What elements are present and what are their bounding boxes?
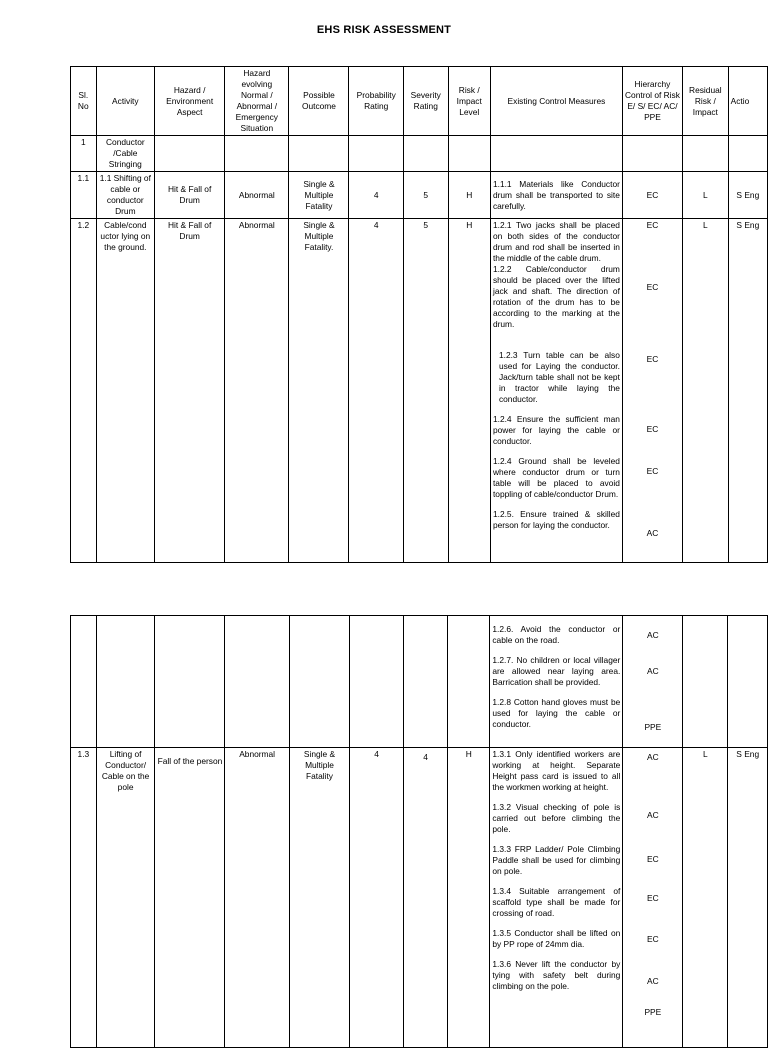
- hierarchy-value: PPE: [644, 1007, 662, 1017]
- action-cell: S Eng: [728, 172, 767, 219]
- header-hazard: Hazard / Environment Aspect: [155, 67, 225, 136]
- control-measure: 1.2.1 Two jacks shall be placed on both sides of the conductor drum and rod shall be inserted in the middle of the cable drum.: [492, 220, 620, 263]
- hierarchy-value: AC: [647, 752, 659, 762]
- risk-level-cell: H: [448, 219, 490, 563]
- table-row: [71, 748, 768, 1048]
- risk-assessment-table: [70, 66, 768, 563]
- control-measure: 1.2.6. Avoid the conductor or cable on the road.: [492, 624, 621, 645]
- table-row: [71, 219, 768, 563]
- hierarchy-value: EC: [646, 220, 659, 230]
- control-measures-cell: [490, 748, 623, 1048]
- header-outcome: Possible Outcome: [289, 67, 349, 136]
- header-residual: Residual Risk / Impact: [683, 67, 729, 136]
- hierarchy-value: EC: [646, 282, 659, 292]
- header-sl-no: Sl. No: [71, 67, 97, 136]
- hierarchy-value: AC: [647, 976, 659, 986]
- activity-cell: 1.1 Shifting of cable or conductor Drum: [96, 172, 154, 219]
- hierarchy-cell: EC: [622, 172, 682, 219]
- control-measure: 1.3.5 Conductor shall be lifted on by PP rope of 24mm dia.: [492, 928, 621, 949]
- header-row: [71, 67, 768, 136]
- control-measure: 1.3.6 Never lift the conductor by tying with safety belt during climbing on the pole.: [492, 959, 621, 991]
- header-severity: Severity Rating: [403, 67, 448, 136]
- situation-cell: Abnormal: [225, 172, 289, 219]
- control-measure: 1.2.5. Ensure trained & skilled person for laying the conductor.: [492, 509, 620, 530]
- header-risk-level: Risk / Impact Level: [448, 67, 490, 136]
- control-measure: 1.2.7. No children or local villager are allowed near laying area. Barrication shall be provided.: [492, 655, 621, 687]
- residual-risk-cell: L: [683, 172, 729, 219]
- hierarchy-cell: [622, 219, 682, 563]
- hierarchy-value: EC: [647, 854, 659, 864]
- probability-cell: 4: [349, 219, 404, 563]
- header-situation: Hazard evolving Normal / Abnormal / Emergency Situation: [225, 67, 289, 136]
- sl-no-cell: 1: [71, 136, 97, 172]
- risk-level-cell: H: [448, 748, 490, 1048]
- activity-cell: Cable/cond uctor lying on the ground.: [96, 219, 154, 563]
- severity-cell: 4: [404, 748, 448, 1048]
- sl-no-cell: 1.2: [71, 219, 97, 563]
- control-measure-cell: 1.1.1 Materials like Conductor drum shall be transported to site carefully.: [490, 172, 622, 219]
- header-activity: Activity: [96, 67, 154, 136]
- sl-no-cell: 1.3: [71, 748, 97, 1048]
- action-cell: S Eng: [728, 219, 767, 563]
- probability-cell: 4: [350, 748, 404, 1048]
- control-measure: 1.2.4 Ground shall be leveled where conductor drum or turn table will be placed to avoid toppling of cable/conductor Drum.: [492, 456, 620, 499]
- header-hierarchy: Hierarchy Control of Risk E/ S/ EC/ AC/ PPE: [622, 67, 682, 136]
- outcome-cell: Single & Multiple Fatality.: [289, 219, 349, 563]
- risk-level-cell: H: [448, 172, 490, 219]
- residual-risk-cell: L: [683, 748, 728, 1048]
- control-measure: 1.2.4 Ensure the sufficient man power for laying the cable or conductor.: [492, 414, 620, 446]
- hazard-cell: Hit & Fall of Drum: [155, 219, 225, 563]
- risk-assessment-table-continued: [70, 615, 768, 1048]
- action-cell: S Eng: [728, 748, 768, 1048]
- header-controls: Existing Control Measures: [490, 67, 622, 136]
- hierarchy-value: EC: [647, 934, 659, 944]
- control-measure: 1.3.1 Only identified workers are working at height. Separate Height pass card is issued to all the workmen working at height.: [492, 749, 621, 792]
- outcome-cell: Single & Multiple Fatality: [289, 172, 349, 219]
- activity-cell: Lifting of Conductor/ Cable on the pole: [96, 748, 155, 1048]
- hierarchy-value: EC: [646, 424, 659, 434]
- hierarchy-value: EC: [647, 893, 659, 903]
- hierarchy-value: EC: [646, 466, 659, 476]
- header-probability: Probability Rating: [349, 67, 404, 136]
- control-measures-cell: [490, 616, 623, 748]
- severity-cell: 5: [403, 172, 448, 219]
- table-row: [71, 616, 768, 748]
- control-measure: 1.3.4 Suitable arrangement of scaffold type shall be made for crossing of road.: [492, 886, 621, 918]
- document-title: EHS RISK ASSESSMENT: [316, 24, 452, 36]
- table-row: [71, 136, 768, 172]
- control-measure: 1.3.2 Visual checking of pole is carried out before climbing the pole.: [492, 802, 621, 834]
- hazard-cell: Fall of the person: [155, 748, 225, 1048]
- table-row: [71, 172, 768, 219]
- header-action: Actio: [728, 67, 767, 136]
- residual-risk-cell: L: [683, 219, 729, 563]
- activity-cell: Conductor /Cable Stringing: [96, 136, 154, 172]
- hierarchy-value: EC: [646, 354, 659, 364]
- sl-no-cell: 1.1: [71, 172, 97, 219]
- situation-cell: Abnormal: [225, 748, 289, 1048]
- control-measures-cell: [490, 219, 622, 563]
- outcome-cell: Single & Multiple Fatality: [289, 748, 349, 1048]
- control-measure: 1.2.8 Cotton hand gloves must be used for laying the cable or conductor.: [492, 697, 621, 729]
- control-measure: 1.2.3 Turn table can be also used for Laying the conductor. Jack/turn table shall not be kept in tractor while laying the conductor.: [498, 350, 620, 404]
- hierarchy-value: PPE: [644, 722, 662, 732]
- hierarchy-value: AC: [647, 810, 659, 820]
- hazard-cell: Hit & Fall of Drum: [155, 172, 225, 219]
- control-measure: 1.2.2 Cable/conductor drum should be placed over the lifted jack and shaft. The direction of rotation of the drum has to be according to the marking at the drum.: [492, 264, 620, 329]
- probability-cell: 4: [349, 172, 404, 219]
- hierarchy-value: AC: [647, 666, 659, 676]
- hierarchy-cell: [623, 616, 683, 748]
- hierarchy-value: AC: [647, 630, 659, 640]
- severity-cell: 5: [403, 219, 448, 563]
- control-measure: 1.3.3 FRP Ladder/ Pole Climbing Paddle shall be used for climbing on pole.: [492, 844, 621, 876]
- hierarchy-value: AC: [646, 528, 659, 538]
- situation-cell: Abnormal: [225, 219, 289, 563]
- hierarchy-cell: [623, 748, 683, 1048]
